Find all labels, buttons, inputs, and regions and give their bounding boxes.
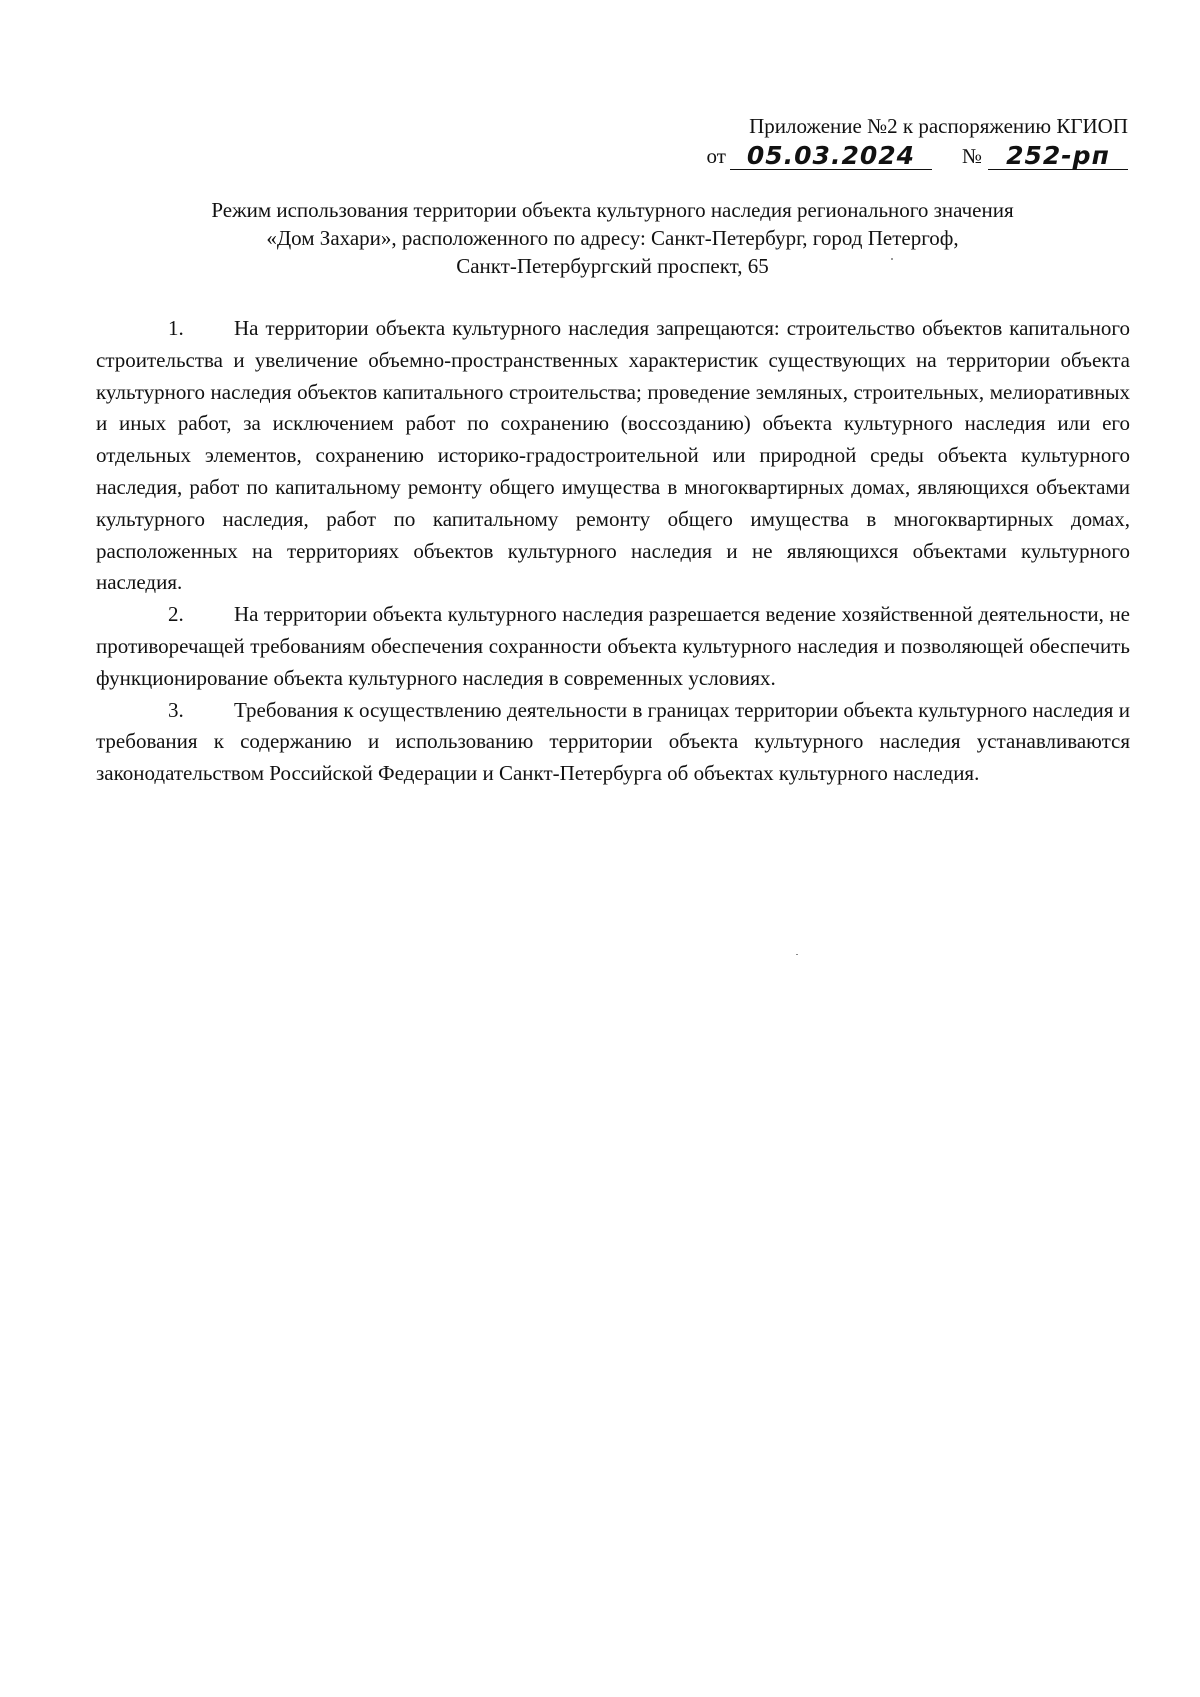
paragraph-text: На территории объекта культурного наследия разрешается ведение хозяйственной деятельности, не противоречащей требованиям обеспечения сохранности объекта культурного наследия и позволяющей обеспечить функционирование объекта культурного наследия в современных условиях. bbox=[96, 602, 1130, 690]
handwritten-order-number: 252-рп bbox=[988, 143, 1128, 170]
paragraph-number: 1. bbox=[168, 316, 184, 340]
paragraph-text: Требования к осуществлению деятельности в границах территории объекта культурного наследия и требования к содержанию и использованию территории объекта культурного наследия устанавливаются законодательством Российской Федерации и Санкт-Петербурга об объектах культурного наследия. bbox=[96, 697, 1130, 786]
paragraph-3 bbox=[96, 695, 1130, 790]
appendix-reference: Приложение №2 к распоряжению КГИОП bbox=[749, 114, 1128, 138]
number-label: № bbox=[961, 144, 982, 168]
appendix-header bbox=[668, 112, 1128, 170]
title-line-3: Санкт-Петербургский проспект, 65 bbox=[456, 254, 769, 278]
document-body bbox=[96, 313, 1130, 790]
handwritten-date: 05.03.2024 bbox=[730, 143, 932, 170]
document-title bbox=[120, 196, 1105, 280]
paragraph-2 bbox=[96, 599, 1130, 694]
paragraph-1 bbox=[96, 313, 1130, 599]
order-details bbox=[668, 142, 1128, 170]
date-label: от bbox=[706, 144, 726, 168]
scan-speck bbox=[891, 258, 893, 260]
scan-speck bbox=[796, 954, 798, 955]
paragraph-text: На территории объекта культурного наследия запрещаются: строительство объектов капитального строительства и увеличение объемно-пространственных характеристик существующих на территории объекта культурного наследия объектов капитального строительства; проведение земляных, строительных, мелиоративных и иных работ, за исключением работ по сохранению (воссозданию) объекта культурного наследия или его отдельных элементов, сохранению историко-градостроительной или природной среды объекта культурного наследия, работ по капитальному ремонту общего имущества в многоквартирных домах, являющихся объектами культурного наследия, работ по капитальному ремонту общего имущества в многоквартирных домах, расположенных на территориях объектов культурного наследия и не являющихся объектами культурного наследия. bbox=[96, 316, 1130, 595]
title-line-1: Режим использования территории объекта культурного наследия регионального значения bbox=[211, 198, 1014, 222]
title-line-2: «Дом Захари», расположенного по адресу: Санкт-Петербург, город Петергоф, bbox=[266, 226, 959, 250]
paragraph-number: 2. bbox=[168, 602, 184, 627]
paragraph-number: 3. bbox=[168, 697, 184, 722]
